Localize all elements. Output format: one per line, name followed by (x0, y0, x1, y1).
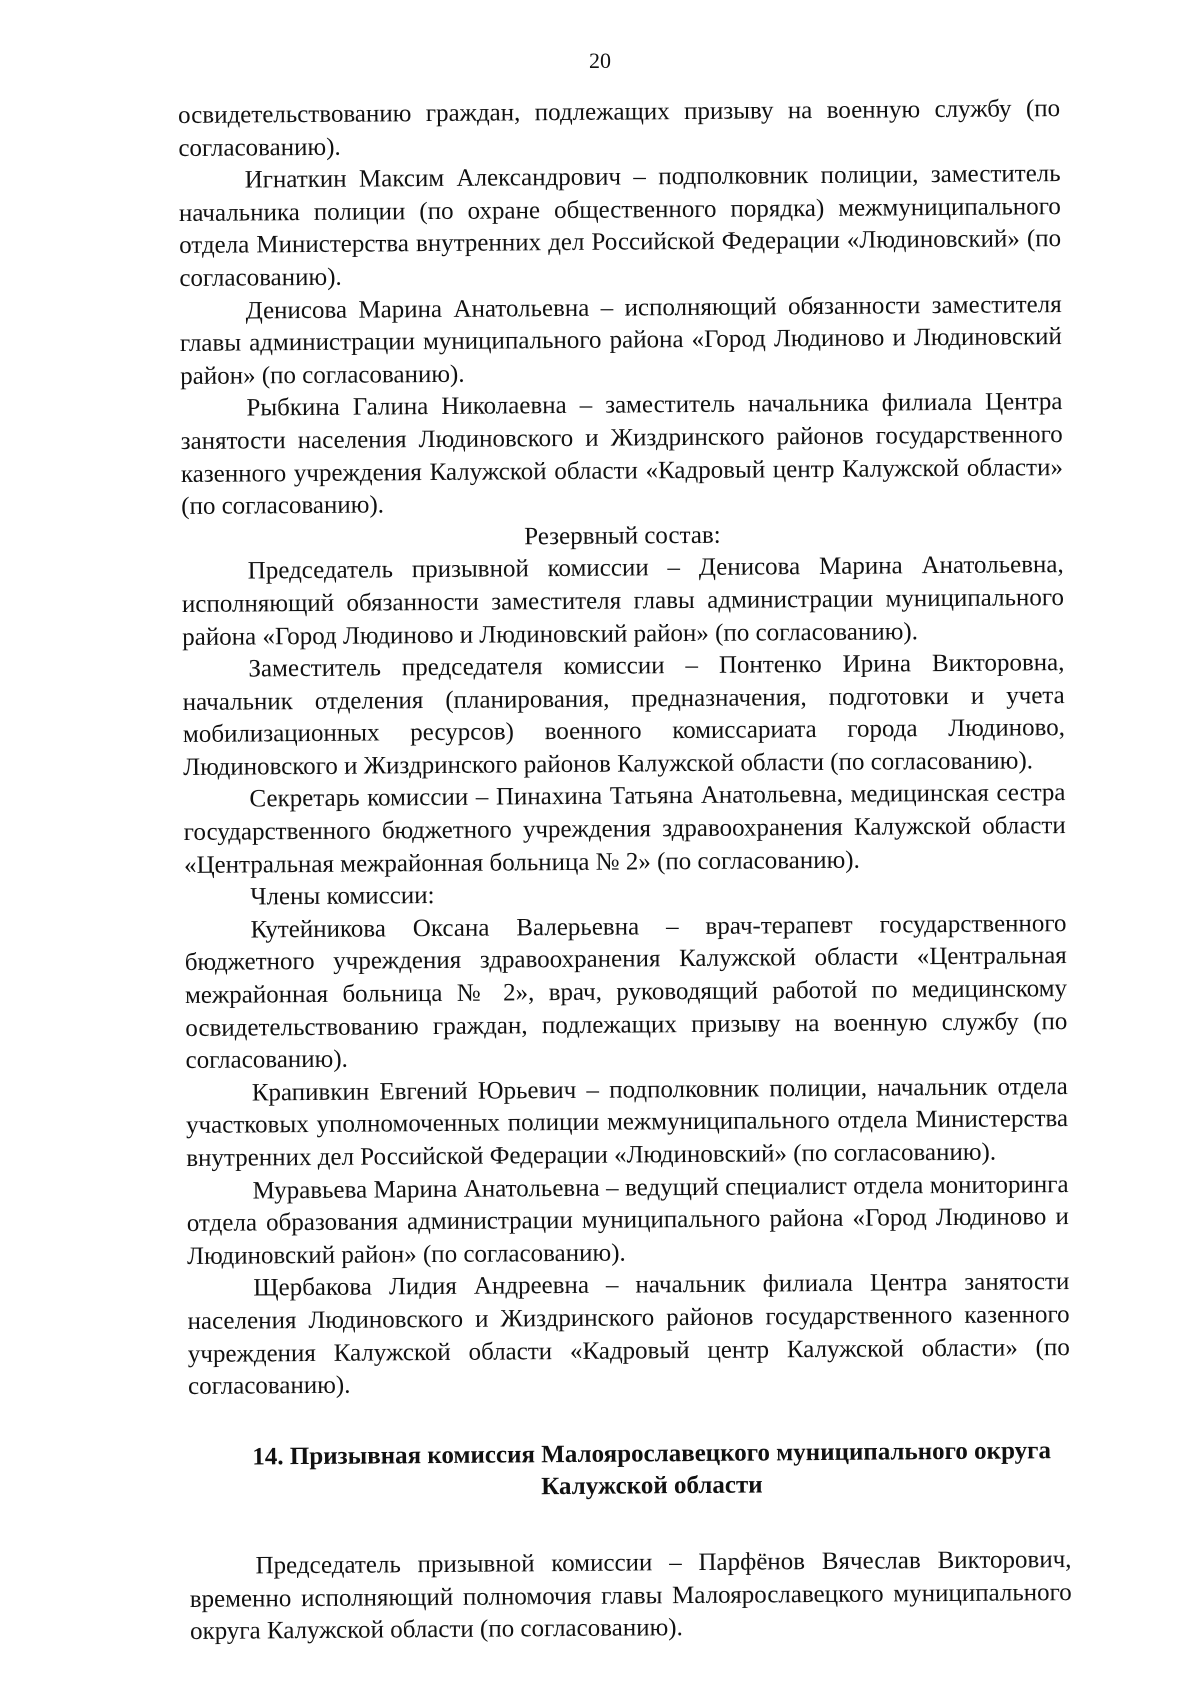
paragraph-member-muravyeva: Муравьева Марина Анатольевна – ведущий специалист отдела мониторинга отдела образования администрации муниципального района «Город Людиново и Людиновский район» (по согласованию). (186, 1170, 1069, 1270)
members-label: Члены комиссии: (250, 882, 435, 911)
document-body (178, 93, 1072, 1649)
paragraph-member-kuteynikova: Кутейникова Оксана Валерьевна – врач-терапевт государственного бюджетного учреждения здравоохранения Калужской области «Центральная межрайонная больница № 2», врач, руководящий работой по медицинскому освидетельствованию граждан, подлежащих призыву на военную службу (по согласованию). (184, 909, 1068, 1075)
section-heading-line2: Калужской области (541, 1471, 763, 1501)
paragraph-member-rybkina: Рыбкина Галина Николаевна – заместитель начальника филиала Центра занятости населения Людиновского и Жиздринского районов государственного казенного учреждения Калужской области «Кадровый центр Калужской области» (по согласованию). (180, 388, 1064, 521)
paragraph-reserve-deputy: Заместитель председателя комиссии – Понтенко Ирина Викторовна, начальник отделения (планирования, предназначения, подготовки и учета мобилизационных ресурсов) военного комиссариата города Людиново, Людиновского и Жиздринского районов Калужской области (по согласованию). (182, 649, 1066, 781)
section-heading-line1: 14. Призывная комиссия Малоярославецкого муниципального округа (252, 1436, 1052, 1471)
paragraph-maloyaroslavets-chairman: Председатель призывной комиссии – Парфёнов Вячеслав Викторович, временно исполняющий полномочия главы Малоярославецкого муниципального округа Калужской области (по согласованию). (189, 1545, 1072, 1646)
section-heading (189, 1435, 1071, 1507)
paragraph-member-denisova: Денисова Марина Анатольевна – исполняющий обязанности заместителя главы администрации муниципального района «Город Людиново и Людиновский район» (по согласованию). (179, 290, 1062, 390)
paragraph-reserve-secretary: Секретарь комиссии – Пинахина Татьяна Анатольевна, медицинская сестра государственного бюджетного учреждения здравоохранения Калужской области «Центральная межрайонная больница № 2» (по согласованию). (183, 779, 1066, 879)
reserve-composition-label: Резервный состав: (524, 521, 721, 551)
paragraph-member-krapivkin: Крапивкин Евгений Юрьевич – подполковник полиции, начальник отдела участковых уполномоченных полиции межмуниципального отдела Министерства внутренних дел Российской Федерации «Людиновский» (по согласованию). (185, 1072, 1069, 1172)
paragraph-member-shcherbakova: Щербакова Лидия Андреевна – начальник филиала Центра занятости населения Людиновского и Жиздринского районов государственного казенного учреждения Калужской области «Кадровый центр Калужской области» (по согласованию). (187, 1268, 1070, 1401)
paragraph-continuation: освидетельствованию граждан, подлежащих призыву на военную службу (по согласованию). (178, 95, 1061, 162)
page-number: 20 (589, 48, 611, 73)
paragraph-reserve-chairman: Председатель призывной комиссии – Денисова Марина Анатольевна, исполняющий обязанности заместителя главы администрации муниципального района «Город Людиново и Людиновский район» (по согласованию). (181, 551, 1065, 651)
paragraph-member-ignatkin: Игнаткин Максим Александрович – подполковник полиции, заместитель начальника полиции (по охране общественного порядка) межмуниципального отдела Министерства внутренних дел Российской Федерации «Людиновский» (по согласованию). (178, 160, 1062, 292)
